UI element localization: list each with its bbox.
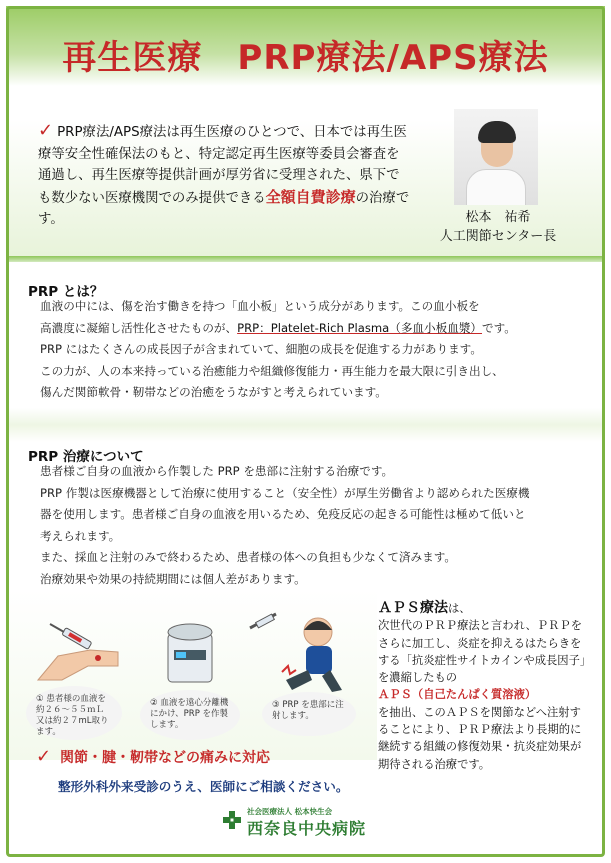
check-icon: ✓ [36, 746, 52, 767]
intro-body: PRP療法/APS療法は再生医療のひとつで、日本では再生医療等安全性確保法のもと、特定認定再生医療等委員会審査を通過し、再生医療等提供計画が厚労省に受理された、県下でも数少ない医療機関でのみ提供できる [38, 125, 407, 206]
intro-text [38, 120, 410, 231]
aps-section: ＡＰＳ療法は、 次世代のＰＲＰ療法と言われ、ＰＲＰをさらに加工し、炎症を抑えるはたらきをする「抗炎症性サイトカインや成長因子」を濃縮したもの ＡＰＳ（自己たんぱく質溶液） を抽出、このＡＰＳを関節などへ注射することにより、ＰＲＰ療法より長期的に継続する組織の修復効果・抗炎症効果が期待される治療です。 [378, 600, 586, 771]
hospital-name: 西奈良中央病院 [247, 819, 367, 838]
doctor-photo [454, 109, 538, 205]
step-3: ③ PRP を患部に注射します。 [262, 692, 356, 736]
intro-emphasis: 全額自費診療 [265, 187, 356, 206]
aps-heading: ＡＰＳ療法 [378, 600, 448, 616]
pain-notice: ✓ 関節・腱・靭帯などの痛みに対応 [36, 746, 270, 767]
aps-definition: ＡＰＳ（自己たんぱく質溶液） [378, 688, 537, 702]
aps-text-1: 次世代のＰＲＰ療法と言われ、ＰＲＰをさらに加工し、炎症を抑えるはたらきをする「抗炎症性サイトカインや成長因子」を濃縮したもの [378, 619, 586, 685]
prp-treatment-body: 患者様ご自身の血液から作製した PRP を患部に注射する治療です。 PRP 作製は医療機器として治療に使用すること（安全性）が厚生労働省より認められた医療機 器を使用します。患者様ご自身の血液を用いるため、免疫反応の起きる可能性は極めて低いと 考えられます。 また、採血と注射のみで終わるため、患者様の体への負担も少なくて済みます。 治療効果や効果の持続期間には個人差があります。 [40, 464, 530, 586]
check-icon: ✓ [38, 120, 54, 141]
doctor-name: 松本 祐希 [465, 210, 531, 225]
aps-text-2: を抽出、このＡＰＳを関節などへ注射することにより、ＰＲＰ療法より長期的に継続する組織の修復効果・抗炎症効果が期待される治療です。 [378, 705, 582, 771]
step-2: ② 血液を遠心分離機にかけ、PRP を作製します。 [140, 690, 240, 740]
consult-notice: 整形外科外来受診のうえ、医師にご相談ください。 [58, 779, 349, 794]
blood-draw-illustration [28, 622, 124, 682]
page-title: 再生医療 PRP療法/APS療法 [62, 38, 549, 78]
intro-body-end: の治療です。 [38, 190, 410, 227]
hospital-corporation: 社会医療法人 松本快生会 [247, 807, 333, 816]
separator-band [9, 408, 602, 442]
prp-definition: PRP：Platelet-Rich Plasma（多血小板血漿） [237, 320, 483, 335]
section-divider [9, 256, 602, 262]
prp-about-heading: PRP とは？ [28, 284, 104, 300]
knee-pain-illustration [246, 610, 356, 694]
prp-about-body: 血液の中には、傷を治す働きを持つ「血小板」という成分があります。この血小板を 高濃度に凝縮し活性化させたものが、PRP：Platelet-Rich Plasma（多血小板血漿）です。 PRP にはたくさんの成長因子が含まれていて、細胞の成長を促進する力があります。 この力が、人の本来持っている治癒能力や組織修復能力・再生能力を最大限に引き出し、 傷んだ関節軟骨・靭帯などの治癒をうながすと考えられています。 [40, 299, 516, 400]
step-1: ① 患者様の血液を約２６～５５ｍＬ又は約２７mL取ります。 [26, 686, 122, 740]
centrifuge-illustration [160, 616, 220, 684]
doctor-caption [430, 208, 566, 246]
prp-treatment-heading: PRP 治療について [28, 449, 144, 465]
hospital-logo-icon [222, 810, 242, 830]
doctor-role: 人工関節センター長 [439, 229, 557, 244]
